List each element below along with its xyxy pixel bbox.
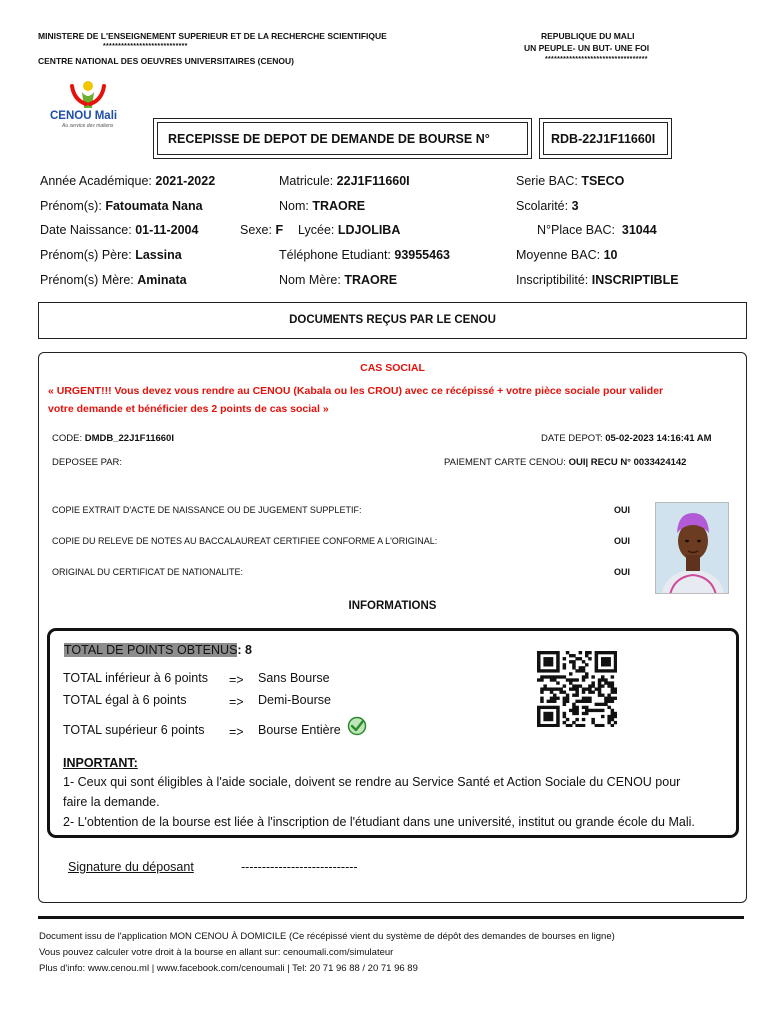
receipt-title: RECEPISSE DE DEPOT DE DEMANDE DE BOURSE N° [168, 132, 490, 146]
telephone-field: Téléphone Etudiant: 93955463 [279, 248, 450, 262]
stars-right: ********************************** [545, 56, 648, 63]
rule-arrow: => [229, 673, 244, 687]
cenou-logo [44, 78, 136, 134]
important-note-1: 1- Ceux qui sont éligibles à l'aide sociale, doivent se rendre au Service Santé et Action Sociale du CENOU pour [63, 775, 681, 789]
signature-label: Signature du déposant [68, 860, 194, 874]
urgent-line-1: « URGENT!!! Vous devez vous rendre au CENOU (Kabala ou les CROU) avec ce récépissé + votre pièce sociale pour valider [48, 385, 664, 397]
matricule-field: Matricule: 22J1F11660I [279, 174, 410, 188]
rule-result: Sans Bourse [258, 671, 330, 685]
doc-item-label: COPIE EXTRAIT D'ACTE DE NAISSANCE OU DE JUGEMENT SUPPLETIF: [52, 505, 362, 515]
deposee-par-label: DEPOSEE PAR: [52, 457, 123, 468]
serie-field: Serie BAC: TSECO [516, 174, 625, 188]
lycee-field: Lycée: LDJOLIBA [298, 223, 401, 237]
documents-title: DOCUMENTS REÇUS PAR LE CENOU [289, 314, 496, 326]
republic-motto: UN PEUPLE- UN BUT- UNE FOI [524, 43, 650, 53]
moyenne-field: Moyenne BAC: 10 [516, 248, 618, 262]
qr-code-icon [537, 651, 617, 727]
paiement-field: PAIEMENT CARTE CENOU: OUI| RECU N° 0033424142 [444, 457, 687, 468]
code-field: CODE: DMDB_22J1F11660I [52, 433, 174, 444]
date-depot-field: DATE DEPOT: 05-02-2023 14:16:41 AM [541, 433, 712, 444]
rule-label: TOTAL inférieur à 6 points [63, 671, 208, 685]
naissance-field: Date Naissance: 01-11-2004 [40, 223, 199, 237]
receipt-number: RDB-22J1F11660I [551, 132, 656, 146]
important-title: INPORTANT: [63, 756, 138, 770]
receipt-title-box [153, 118, 532, 159]
nom-field: Nom: TRAORE [279, 199, 366, 213]
portrait-icon [656, 503, 729, 594]
rule-label: TOTAL égal à 6 points [63, 693, 187, 707]
rule-result: Demi-Bourse [258, 693, 331, 707]
footer-line-3: Plus d'info: www.cenou.ml | www.facebook.com/cenoumali | Tel: 20 71 96 88 / 20 71 96 89 [39, 963, 418, 974]
check-icon [347, 716, 367, 736]
doc-item-label: COPIE DU RELEVE DE NOTES AU BACCALAUREAT CERTIFIEE CONFORME A L'ORIGINAL: [52, 536, 438, 546]
cas-social-title: CAS SOCIAL [360, 362, 425, 374]
nom-mere-field: Nom Mère: TRAORE [279, 273, 398, 287]
centre-title: CENTRE NATIONAL DES OEUVRES UNIVERSITAIRES (CENOU) [38, 56, 294, 66]
rule-label: TOTAL supérieur 6 points [63, 723, 205, 737]
rule-arrow: => [229, 725, 244, 739]
prenom-field: Prénom(s): Fatoumata Nana [40, 199, 203, 213]
signature-line: ---------------------------- [241, 860, 358, 874]
doc-item-value: OUI [614, 536, 631, 546]
logo-figure-icon [44, 78, 136, 112]
inscriptibilite-field: Inscriptibilité: INSCRIPTIBLE [516, 273, 679, 287]
footer-line-2: Vous pouvez calculer votre droit à la bourse en allant sur: cenoumali.com/simulateur [39, 947, 394, 958]
doc-item-label: ORIGINAL DU CERTIFICAT DE NATIONALITE: [52, 567, 244, 577]
documents-title-box [38, 302, 747, 339]
student-photo [655, 502, 729, 594]
doc-item-value: OUI [614, 567, 631, 577]
doc-item-value: OUI [614, 505, 631, 515]
informations-title: INFORMATIONS [348, 600, 437, 612]
annee-field: Année Académique: 2021-2022 [40, 174, 216, 188]
ministry-title: MINISTERE DE L'ENSEIGNEMENT SUPERIEUR ET DE LA RECHERCHE SCIENTIFIQUE [38, 31, 387, 41]
total-points-label: TOTAL DE POINTS OBTENUS [64, 643, 238, 657]
rule-arrow: => [229, 695, 244, 709]
total-points [64, 643, 252, 657]
republic-title: REPUBLIQUE DU MALI [541, 31, 635, 41]
important-note-2: 2- L'obtention de la bourse est liée à l'inscription de l'étudiant dans une université, institut ou grande école du Mali. [63, 815, 695, 829]
footer-line-1: Document issu de l'application MON CENOU À DOMICILE (Ce récépissé vient du système de dépôt des demandes de bourses en ligne) [39, 931, 615, 942]
receipt-number-box [539, 118, 672, 159]
logo-text: CENOU Mali [50, 110, 118, 122]
pere-field: Prénom(s) Père: Lassina [40, 248, 182, 262]
logo-tagline: Au service des maliens [62, 123, 114, 129]
footer-divider [38, 916, 744, 919]
total-points-value: : 8 [237, 643, 253, 657]
rule-result: Bourse Entière [258, 723, 341, 737]
place-field: N°Place BAC: 31044 [537, 223, 657, 237]
sexe-field: Sexe: F [240, 223, 284, 237]
stars-left: **************************** [103, 43, 188, 50]
scolarite-field: Scolarité: 3 [516, 199, 579, 213]
important-note-1-cont: faire la demande. [63, 795, 160, 809]
urgent-line-2: votre demande et bénéficier des 2 points de cas social » [48, 403, 329, 415]
mere-field: Prénom(s) Mère: Aminata [40, 273, 187, 287]
